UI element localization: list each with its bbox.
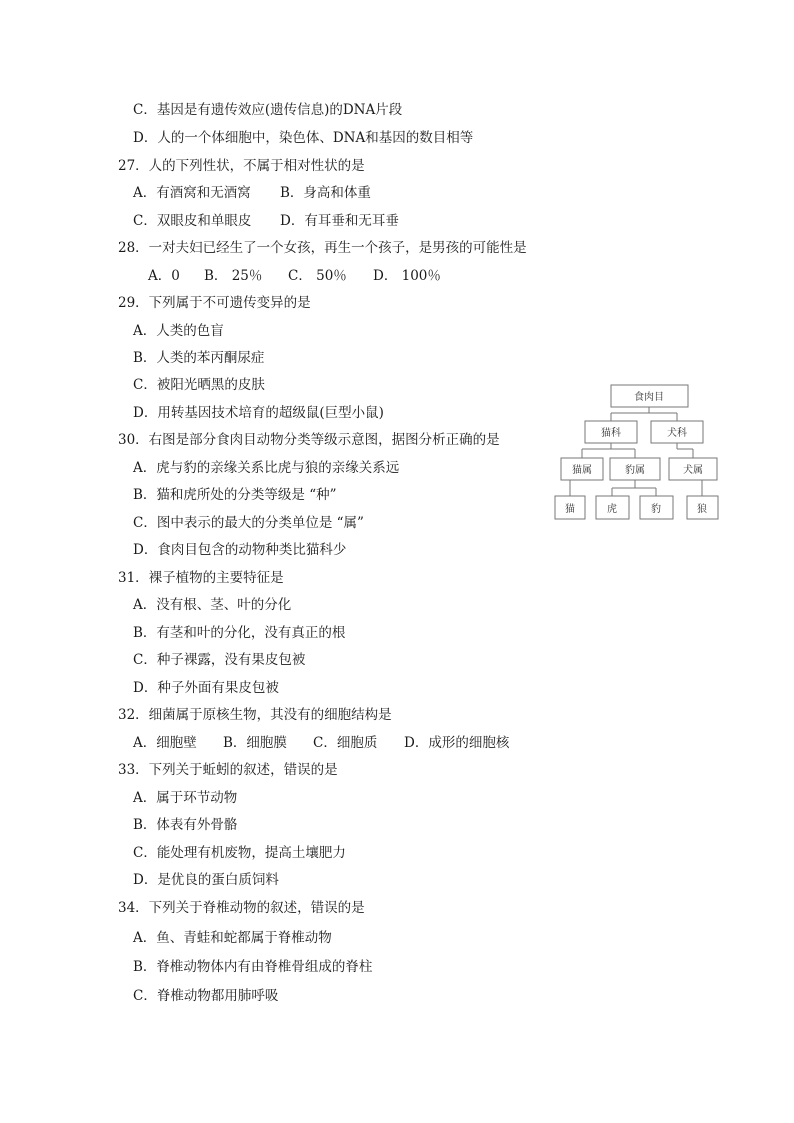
node-family-cat-label: 猫科 <box>601 428 621 439</box>
q27-options-ab <box>133 184 371 202</box>
q33-stem: 33．下列关于蚯蚓的叙述，错误的是 <box>118 762 338 778</box>
q27-option-a: A．有酒窝和无酒窝 <box>133 185 251 201</box>
q28-option-c: C． 50％ <box>288 268 347 284</box>
q32-options <box>133 734 509 752</box>
q27-stem: 27．人的下列性状，不属于相对性状的是 <box>118 158 365 174</box>
classification-diagram <box>553 383 721 523</box>
q34-stem: 34．下列关于脊椎动物的叙述，错误的是 <box>118 900 365 916</box>
q26-option-c: C．基因是有遗传效应(遗传信息)的DNA片段 <box>133 102 403 118</box>
node-genus-cat-label: 猫属 <box>572 465 592 476</box>
q34-option-a: A．鱼、青蛙和蛇都属于脊椎动物 <box>133 930 332 946</box>
node-species-leopard-label: 豹 <box>651 504 661 515</box>
node-genus-canis-label: 犬属 <box>683 465 703 476</box>
q26-option-d: D．人的一个体细胞中，染色体、DNA和基因的数目相等 <box>133 130 474 146</box>
q32-option-b: B．细胞膜 <box>223 735 287 751</box>
q29-option-a: A．人类的色盲 <box>133 323 224 339</box>
q34-option-b: B．脊椎动物体内有由脊椎骨组成的脊柱 <box>133 959 373 975</box>
node-species-wolf-label: 狼 <box>697 504 707 515</box>
node-species-tiger-label: 虎 <box>607 504 617 515</box>
q33-option-a: A．属于环节动物 <box>133 790 238 806</box>
q27-options-cd <box>133 212 399 230</box>
q28-option-b: B． 25％ <box>204 268 263 284</box>
q33-option-d: D．是优良的蛋白质饲料 <box>133 872 279 888</box>
q28-option-d: D． 100％ <box>373 268 441 284</box>
q32-stem: 32．细菌属于原核生物，其没有的细胞结构是 <box>118 707 392 723</box>
q29-option-d: D．用转基因技术培育的超级鼠(巨型小鼠) <box>133 405 384 421</box>
q28-options <box>148 267 441 285</box>
q28-stem: 28．一对夫妇已经生了一个女孩，再生一个孩子，是男孩的可能性是 <box>118 240 527 256</box>
q31-option-b: B．有茎和叶的分化，没有真正的根 <box>133 625 346 641</box>
q33-option-c: C．能处理有机废物，提高土壤肥力 <box>133 845 346 861</box>
q31-option-d: D．种子外面有果皮包被 <box>133 680 279 696</box>
node-species-cat-label: 猫 <box>565 504 575 515</box>
q30-option-b: B．猫和虎所处的分类等级是 “种” <box>133 487 337 503</box>
q31-option-c: C．种子裸露，没有果皮包被 <box>133 652 306 668</box>
node-order-label: 食肉目 <box>634 392 664 403</box>
q32-option-d: D．成形的细胞核 <box>404 735 510 751</box>
q31-option-a: A．没有根、茎、叶的分化 <box>133 597 292 613</box>
q33-option-b: B．体表有外骨骼 <box>133 817 238 833</box>
q32-option-a: A．细胞壁 <box>133 735 197 751</box>
q27-option-c: C．双眼皮和单眼皮 <box>133 213 252 229</box>
q34-option-c: C．脊椎动物都用肺呼吸 <box>133 988 279 1004</box>
node-family-dog-label: 犬科 <box>667 428 687 439</box>
q30-option-c: C．图中表示的最大的分类单位是 “属” <box>133 515 364 531</box>
q29-option-b: B．人类的苯丙酮尿症 <box>133 350 265 366</box>
node-genus-panthera-label: 豹属 <box>625 465 645 476</box>
q27-option-d: D．有耳垂和无耳垂 <box>280 213 399 229</box>
q29-stem: 29．下列属于不可遗传变异的是 <box>118 295 311 311</box>
q29-option-c: C．被阳光晒黑的皮肤 <box>133 377 265 393</box>
q30-option-a: A．虎与豹的亲缘关系比虎与狼的亲缘关系远 <box>133 460 400 476</box>
q32-option-c: C．细胞质 <box>313 735 378 751</box>
q30-stem: 30．右图是部分食肉目动物分类等级示意图，据图分析正确的是 <box>118 432 500 448</box>
q30-option-d: D．食肉目包含的动物种类比猫科少 <box>133 542 347 558</box>
q28-option-a: A．0 <box>148 268 180 284</box>
q27-option-b: B．身高和体重 <box>280 185 371 201</box>
q31-stem: 31．裸子植物的主要特征是 <box>118 570 284 586</box>
